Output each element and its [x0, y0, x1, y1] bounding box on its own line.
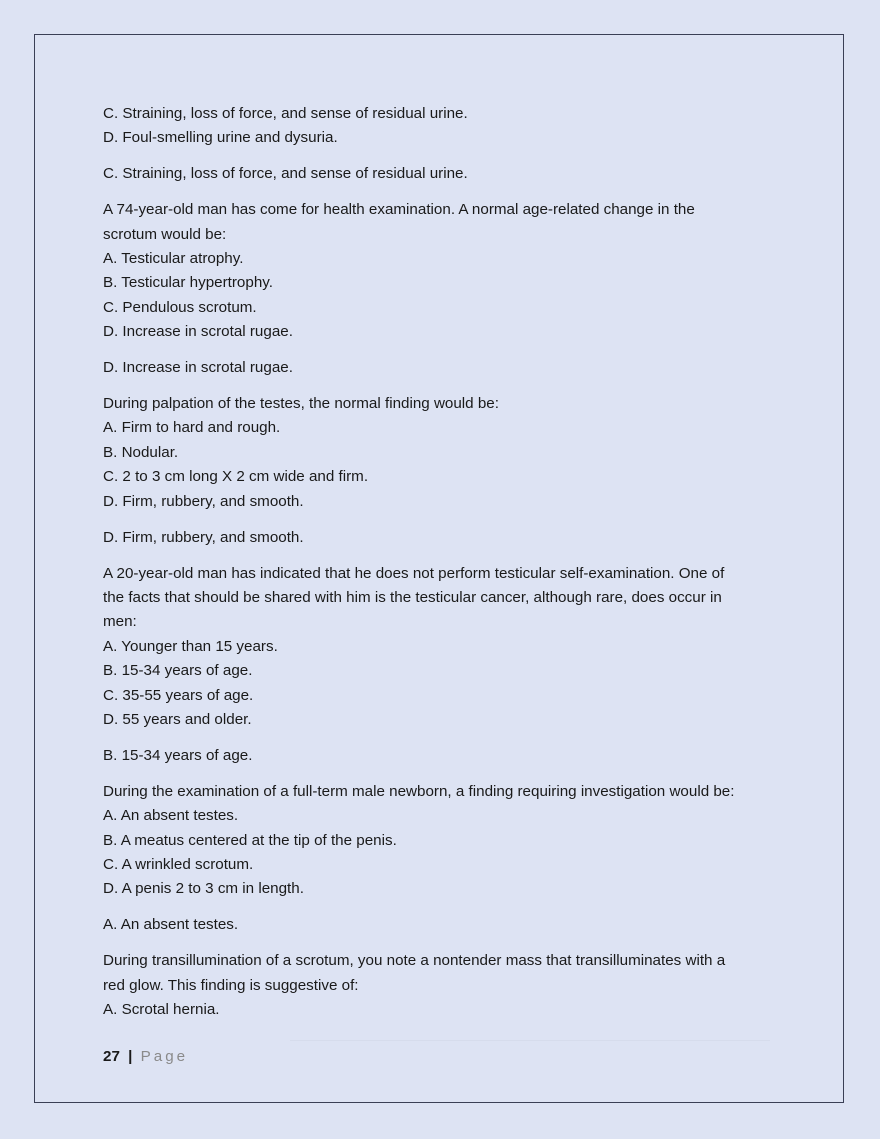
options-block — [103, 102, 783, 151]
text-line: During the examination of a full-term male newborn, a finding requiring investigation would be: — [103, 782, 735, 800]
text-line: A 74-year-old man has come for health examination. A normal age-related change in the — [103, 201, 695, 219]
footer-separator: | — [128, 1048, 133, 1065]
answer-text: D. Increase in scrotal rugae. — [103, 359, 293, 377]
answer-block — [103, 913, 783, 937]
text-line: C. 35-55 years of age. — [103, 686, 254, 704]
answer-block — [103, 526, 783, 550]
page-number: 27 — [103, 1048, 120, 1065]
text-line: scrotum would be: — [103, 225, 227, 243]
text-line: B. 15-34 years of age. — [103, 662, 253, 680]
question-block — [103, 949, 783, 1022]
text-line: B. Testicular hypertrophy. — [103, 274, 273, 292]
text-line: D. A penis 2 to 3 cm in length. — [103, 880, 304, 898]
text-line: A. An absent testes. — [103, 807, 239, 825]
text-line: During palpation of the testes, the normal finding would be: — [103, 395, 499, 413]
text-line: D. Increase in scrotal rugae. — [103, 323, 293, 341]
answer-text: C. Straining, loss of force, and sense of residual urine. — [103, 165, 468, 183]
text-line: C. A wrinkled scrotum. — [103, 855, 254, 873]
text-line: D. Foul-smelling urine and dysuria. — [103, 129, 338, 147]
page-footer — [103, 1045, 188, 1069]
text-line: A. Testicular atrophy. — [103, 250, 244, 268]
text-line: C. 2 to 3 cm long X 2 cm wide and firm. — [103, 468, 369, 486]
text-line: C. Straining, loss of force, and sense of residual urine. — [103, 105, 468, 122]
question-block — [103, 392, 783, 514]
document-body — [103, 102, 783, 1034]
text-line: men: — [103, 613, 137, 631]
question-block — [103, 780, 783, 902]
text-line: D. Firm, rubbery, and smooth. — [103, 492, 304, 510]
text-line: A. Scrotal hernia. — [103, 1001, 220, 1018]
text-line: B. Nodular. — [103, 443, 179, 461]
text-line: During transillumination of a scrotum, you note a nontender mass that transilluminates with a — [103, 952, 726, 970]
footer-rule — [290, 1040, 770, 1041]
answer-text: A. An absent testes. — [103, 916, 239, 934]
question-block — [103, 562, 783, 733]
answer-block — [103, 744, 783, 768]
text-line: A 20-year-old man has indicated that he does not perform testicular self-examination. One of — [103, 564, 725, 582]
answer-text: B. 15-34 years of age. — [103, 746, 253, 764]
page-label: Page — [140, 1048, 189, 1065]
answer-block — [103, 162, 783, 186]
answer-block — [103, 356, 783, 380]
text-line: the facts that should be shared with him is the testicular cancer, although rare, does occur in — [103, 588, 722, 606]
question-block — [103, 198, 783, 344]
text-line: red glow. This finding is suggestive of: — [103, 976, 359, 994]
text-line: B. A meatus centered at the tip of the penis. — [103, 831, 397, 849]
text-line: D. 55 years and older. — [103, 710, 252, 728]
text-line: A. Younger than 15 years. — [103, 637, 278, 655]
text-line: C. Pendulous scrotum. — [103, 298, 257, 316]
text-line: A. Firm to hard and rough. — [103, 419, 281, 437]
answer-text: D. Firm, rubbery, and smooth. — [103, 528, 304, 546]
